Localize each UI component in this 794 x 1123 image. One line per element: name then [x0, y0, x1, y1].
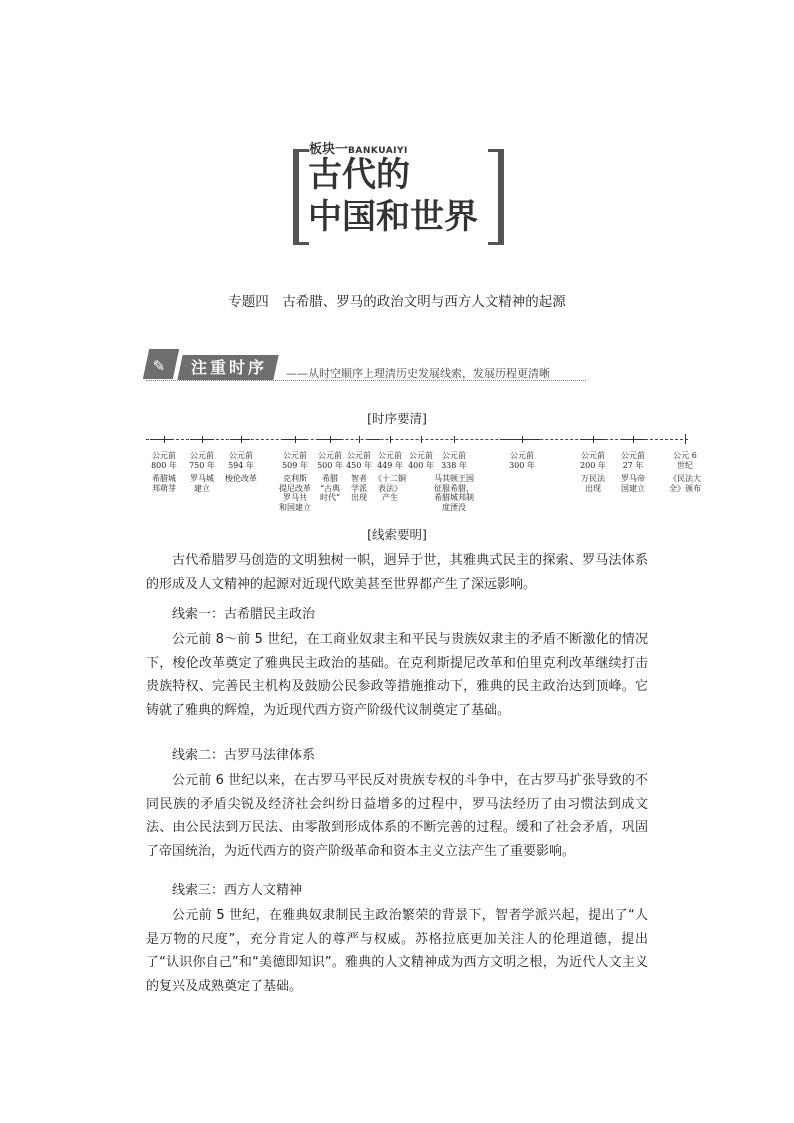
banner-divider — [146, 380, 586, 381]
banner-label: 注重时序 — [191, 358, 268, 377]
clue-heading-3: 线索三：西方人文精神 — [172, 883, 303, 898]
timeline-segment — [190, 439, 214, 440]
timeline-event: 希腊 “古典 时代” — [319, 474, 341, 502]
timeline-event: 罗马城 建立 — [190, 474, 214, 493]
timeline-date: 公元前 300 年 — [509, 451, 535, 470]
timeline-event: 《民法大 全》颁布 — [669, 474, 701, 493]
timeline-date: 公元前 450 年 — [346, 451, 372, 470]
timeline-axis — [146, 439, 688, 440]
timeline-event: 马其顿王国 征服希腊， 希腊城邦制 度湮没 — [434, 474, 474, 512]
section-time-heading: [时序要清] — [367, 411, 427, 426]
timeline-segment — [283, 439, 306, 440]
page-title-line1: 古代的 — [308, 155, 410, 195]
timeline-segment — [368, 439, 380, 440]
timeline-segment — [318, 439, 342, 440]
page-title-line2: 中国和世界 — [308, 197, 478, 237]
timeline-date: 公元前 800 年 — [151, 451, 177, 470]
timeline-date: 公元前 200 年 — [580, 451, 606, 470]
banner-subtitle: ——从时空顺序上理清历史发展线索，发展历程更清晰 — [286, 367, 550, 380]
timeline-date: 公元前 449 年 — [377, 451, 403, 470]
timeline-segment — [500, 439, 540, 440]
timeline-date: 公元前 594 年 — [228, 451, 254, 470]
timeline-segment — [150, 439, 172, 440]
timeline-date: 公元前 338 年 — [441, 451, 467, 470]
timeline-date: 公元前 27 年 — [621, 451, 645, 470]
clue-text-2: 公元前 6 世纪以来，在古罗马平民反对贵族专权的斗争中，在古罗马扩张导致的不同民族的矛盾尖锐及经济社会纠纷日益增多的过程中，罗马法经历了由习惯法到成文法、由公民法到万民法、由零散到形成体系的不断完善的过程。缓和了社会矛盾，巩固了帝国统治，为近代西方的资产阶级革命和资本主义立法产生了重要影响。 — [146, 773, 648, 859]
timeline-event: 智者 学派 出现 — [351, 474, 367, 502]
timeline-event: 梭伦改革 — [225, 474, 257, 483]
timeline-date: 公元前 500 年 — [317, 451, 343, 470]
timeline-event: 罗马帝 国建立 — [621, 474, 645, 493]
timeline-event: 克利斯 提尼改革 罗马共 和国建立 — [279, 474, 311, 512]
timeline-segment — [622, 439, 645, 440]
pencil-icon-box — [143, 349, 179, 379]
timeline-date: 公元 6 世纪 — [673, 451, 697, 470]
timeline-tick — [454, 436, 455, 443]
block-label-cn: 板块一 — [309, 142, 349, 157]
title-bracket-right — [488, 149, 504, 245]
timeline-tick — [359, 436, 360, 443]
timeline-date: 公元前 509 年 — [282, 451, 308, 470]
clue-heading-2: 线索二：古罗马法律体系 — [172, 748, 316, 763]
timeline-tick — [685, 434, 686, 444]
timeline-date: 公元前 750 年 — [189, 451, 215, 470]
timeline-event: 万民法 出现 — [581, 474, 605, 493]
timeline-event: 希腊城 邦萌芽 — [152, 474, 176, 493]
pencil-icon: ✎ — [152, 357, 166, 375]
topic-title: 专题四 古希腊、罗马的政治文明与西方人文精神的起源 — [228, 294, 566, 310]
timeline-segment — [580, 439, 605, 440]
timeline-segment — [230, 439, 250, 440]
timeline-event: 《十二铜 表法》 产生 — [374, 474, 406, 502]
timeline-date: 公元前 400 年 — [408, 451, 434, 470]
title-bracket-left — [293, 149, 309, 245]
clue-text-3: 公元前 5 世纪，在雅典奴隶制民主政治繁荣的背景下，智者学派兴起，提出了“人是万物的尺度”，充分肯定人的尊严与权威。苏格拉底更加关注人的伦理道德，提出了“认识你自己”和“美德即知识”。雅典的人文精神成为西方文明之根，为近代人文主义的复兴及成熟奠定了基础。 — [146, 908, 648, 994]
section-clue-heading: [线索要明] — [367, 527, 427, 542]
block-label-en: BANKUAIYI — [348, 146, 408, 156]
clue-text-1: 公元前 8～前 5 世纪，在工商业奴隶主和平民与贵族奴隶主的矛盾不断激化的情况下，梭伦改革奠定了雅典民主政治的基础。在克利斯提尼改革和伯里克利改革继续打击贵族特权、完善民主机构及鼓励公民参政等措施推动下，雅典的民主政治达到顶峰。它铸就了雅典的辉煌，为近现代西方资产阶级代议制奠定了基础。 — [146, 632, 648, 718]
timeline-tick — [421, 436, 422, 443]
clue-heading-1: 线索一：古希腊民主政治 — [172, 607, 316, 622]
intro-paragraph: 古代希腊罗马创造的文明独树一帜，迥异于世，其雅典式民主的探索、罗马法体系的形成及人文精神的起源对近现代欧美甚至世界都产生了深远影响。 — [146, 553, 648, 592]
timeline-tick — [390, 436, 391, 443]
